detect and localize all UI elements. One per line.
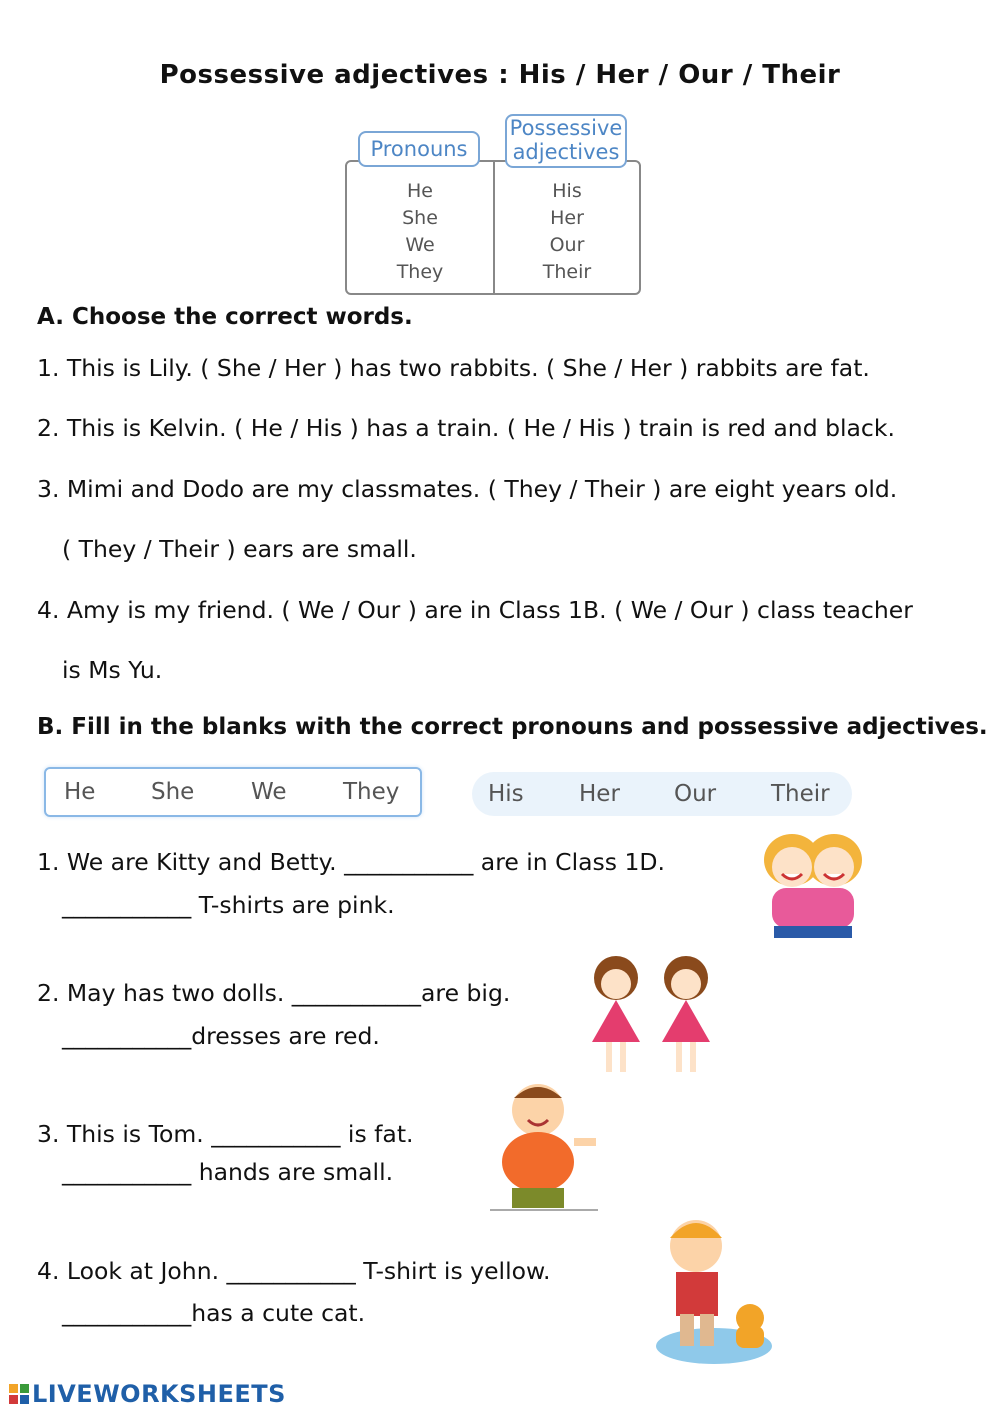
exercise-b-line: ___________ hands are small.: [62, 1158, 394, 1186]
possessive-adjectives-header: [505, 114, 627, 168]
bank-word: Her: [579, 781, 620, 807]
bank-word: We: [251, 779, 287, 805]
exercise-a-line: is Ms Yu.: [62, 656, 163, 684]
twin-girls-illustration: [752, 822, 872, 940]
pronoun-cell: They: [396, 261, 444, 283]
exercise-a-line: 4. Amy is my friend. ( We / Our ) are in Class 1B. ( We / Our ) class teacher: [37, 596, 913, 624]
exercise-b-line: 3. This is Tom. ___________ is fat.: [37, 1120, 414, 1148]
logo-text: LIVEWORKSHEETS: [32, 1380, 286, 1408]
possessive-cell: Our: [549, 234, 585, 256]
logo-cube-icon: [8, 1383, 30, 1405]
pronoun-cell: She: [402, 207, 438, 229]
bank-word: Our: [674, 781, 717, 807]
possessives-column: [494, 178, 640, 286]
liveworksheets-logo: [8, 1380, 286, 1408]
exercise-b-line: 2. May has two dolls. ___________are big.: [37, 979, 511, 1007]
exercise-a-line: 2. This is Kelvin. ( He / His ) has a train. ( He / His ) train is red and black.: [37, 414, 895, 442]
exercise-b-line: ___________has a cute cat.: [62, 1299, 366, 1327]
bank-word: They: [343, 779, 400, 805]
exercise-b-line: 4. Look at John. ___________ T-shirt is yellow.: [37, 1257, 551, 1285]
bank-word: He: [64, 779, 96, 805]
pronoun-cell: He: [407, 180, 433, 202]
exercise-b-line: ___________dresses are red.: [62, 1022, 380, 1050]
exercise-a-line: 1. This is Lily. ( She / Her ) has two rabbits. ( She / Her ) rabbits are fat.: [37, 354, 870, 382]
page-title: Possessive adjectives : His / Her / Our / Their: [159, 60, 841, 90]
bank-word: His: [488, 781, 524, 807]
exercise-a-line: 3. Mimi and Dodo are my classmates. ( They / Their ) are eight years old.: [37, 475, 898, 503]
exercise-a-line: ( They / Their ) ears are small.: [62, 535, 417, 563]
pronoun-cell: We: [405, 234, 435, 256]
possessive-cell: Their: [542, 261, 592, 283]
header-line-1: Possessive: [509, 116, 623, 140]
exercise-b-line: ___________ T-shirts are pink.: [62, 891, 395, 919]
bank-word: She: [151, 779, 195, 805]
possessive-cell: Her: [550, 207, 584, 229]
pronouns-column: [347, 178, 493, 286]
john-and-cat-illustration: [652, 1208, 777, 1368]
section-a-heading: A. Choose the correct words.: [37, 304, 413, 330]
two-dolls-illustration: [578, 952, 728, 1082]
tom-illustration: [490, 1080, 600, 1215]
bank-word: Their: [771, 781, 830, 807]
possessive-cell: His: [552, 180, 582, 202]
section-b-heading: B. Fill in the blanks with the correct pronouns and possessive adjectives.: [37, 714, 988, 740]
exercise-b-line: 1. We are Kitty and Betty. ___________ are in Class 1D.: [37, 848, 665, 876]
pronouns-header: Pronouns: [358, 131, 480, 167]
header-line-2: adjectives: [512, 140, 620, 164]
